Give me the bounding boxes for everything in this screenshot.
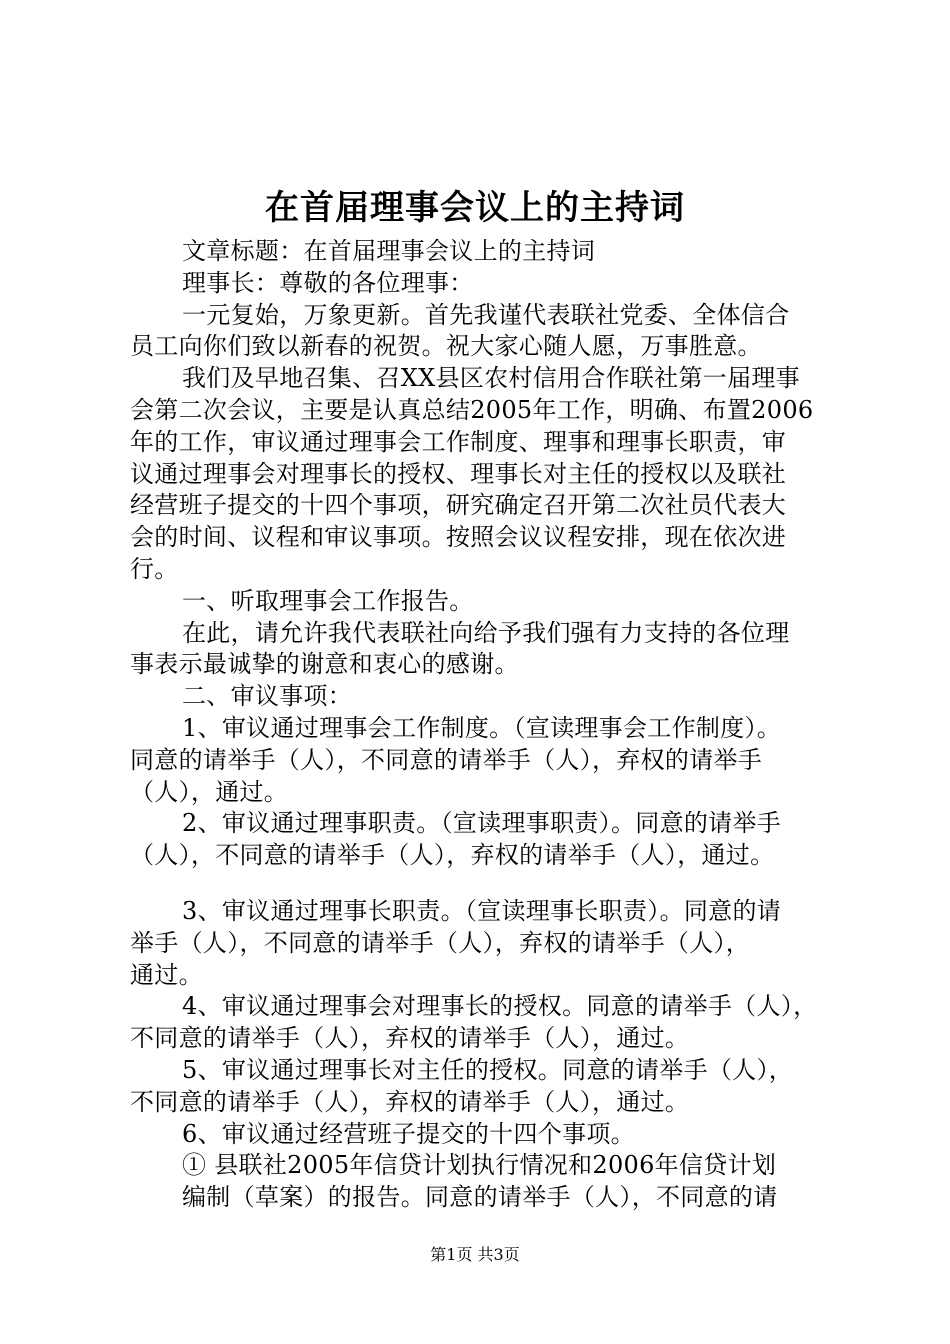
agenda-item-line: 2、审议通过理事职责。（宣读理事职责）。同意的请举手 — [182, 809, 782, 838]
agenda-item-line: 6、审议通过经营班子提交的十四个事项。 — [182, 1119, 635, 1148]
paragraph-line: 经营班子提交的十四个事项，研究确定召开第二次社员代表大 — [130, 491, 787, 520]
paragraph-line: 议通过理事会对理事长的授权、理事长对主任的授权以及联社 — [130, 459, 787, 488]
agenda-item-line: （人），通过。 — [130, 777, 289, 806]
document-body — [130, 236, 830, 1214]
paragraph-line: 员工向你们致以新春的祝贺。祝大家心随人愿，万事胜意。 — [130, 332, 762, 361]
agenda-item-line: 1、审议通过理事会工作制度。（宣读理事会工作制度）。 — [182, 713, 782, 742]
paragraph-line: 年的工作，审议通过理事会工作制度、理事和理事长职责，审 — [130, 427, 787, 456]
paragraph-line: 行。 — [130, 554, 179, 583]
document-title: 在首届理事会议上的主持词 — [265, 188, 685, 228]
page-number-footer: 第1页 共3页 — [430, 1245, 520, 1264]
article-title-line: 文章标题：在首届理事会议上的主持词 — [182, 237, 596, 265]
sub-item-line: ① 县联社2005年信贷计划执行情况和2006年信贷计划 — [182, 1151, 777, 1180]
agenda-item-line: 3、审议通过理事长职责。（宣读理事长职责）。同意的请 — [182, 896, 782, 925]
agenda-item-line: 举手（人），不同意的请举手（人），弃权的请举手（人）， — [130, 928, 751, 957]
section-heading: 二、审议事项： — [182, 682, 353, 711]
paragraph-line: 我们及早地召集、召XX县区农村信用合作联社第一届理事 — [182, 364, 800, 393]
section-heading: 一、听取理事会工作报告。 — [182, 586, 474, 615]
agenda-item-line: 同意的请举手（人），不同意的请举手（人），弃权的请举手 — [130, 745, 763, 774]
paragraph-line: 一元复始，万象更新。首先我谨代表联社党委、全体信合 — [182, 300, 790, 329]
agenda-item-line: 不同意的请举手（人），弃权的请举手（人），通过。 — [130, 1087, 690, 1116]
paragraph-line: 会的时间、议程和审议事项。按照会议议程安排，现在依次进 — [130, 523, 787, 552]
agenda-item-line: （人），不同意的请举手（人），弃权的请举手（人），通过。 — [130, 841, 775, 870]
salutation-line: 理事长：尊敬的各位理事： — [182, 268, 474, 297]
agenda-item-line: 5、审议通过理事长对主任的授权。同意的请举手（人）， — [182, 1055, 794, 1084]
agenda-item-line: 通过。 — [130, 960, 203, 989]
agenda-item-line: 不同意的请举手（人），弃权的请举手（人），通过。 — [130, 1024, 690, 1053]
paragraph-line: 事表示最诚挚的谢意和衷心的感谢。 — [130, 650, 519, 679]
sub-item-line: 编制（草案）的报告。同意的请举手（人），不同意的请 — [182, 1183, 778, 1212]
paragraph-line: 在此，请允许我代表联社向给予我们强有力支持的各位理 — [182, 618, 790, 647]
agenda-item-line: 4、审议通过理事会对理事长的授权。同意的请举手（人）， — [182, 992, 818, 1021]
blank-line — [130, 872, 830, 896]
paragraph-line: 会第二次会议，主要是认真总结2005年工作，明确、布置2006 — [130, 395, 814, 424]
